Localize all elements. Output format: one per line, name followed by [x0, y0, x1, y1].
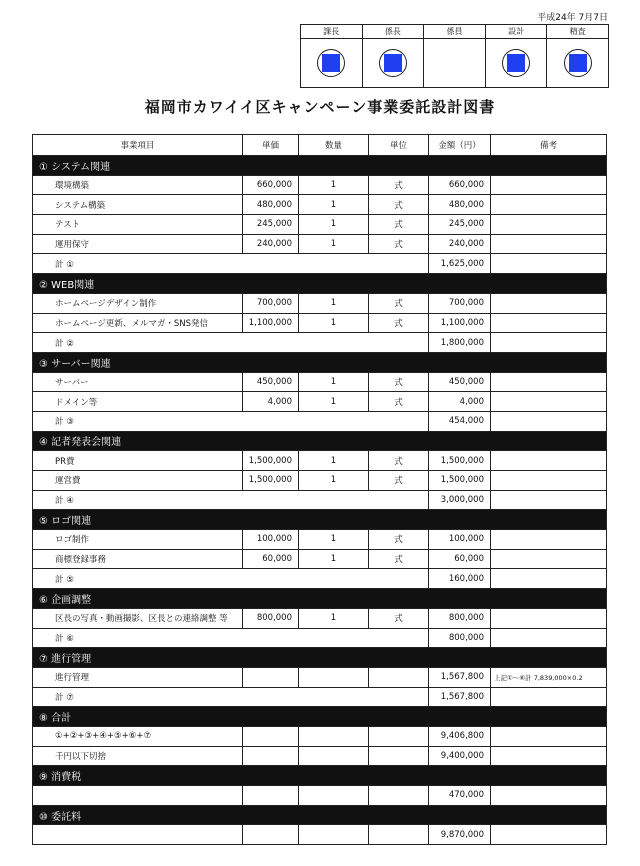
item-unit-price: 450,000 — [243, 372, 299, 392]
item-remarks — [491, 195, 607, 215]
subtotal-row — [33, 333, 607, 353]
approval-stamp-box — [547, 39, 608, 87]
item-amount: 450,000 — [429, 372, 491, 392]
item-name: ホームページ更新、メルマガ・SNS発信 — [33, 313, 243, 333]
item-unit: 式 — [369, 175, 429, 195]
section-header-row — [33, 648, 607, 668]
item-unit-price: 1,500,000 — [243, 471, 299, 491]
subtotal-row — [33, 687, 607, 707]
subtotal-row — [33, 569, 607, 589]
item-amount: 800,000 — [429, 608, 491, 628]
section-header-row — [33, 805, 607, 825]
item-quantity: 1 — [299, 195, 369, 215]
item-name: ホームページデザイン制作 — [33, 293, 243, 313]
item-remarks — [491, 549, 607, 569]
item-remarks — [491, 451, 607, 471]
item-amount: 1,100,000 — [429, 313, 491, 333]
item-remarks — [491, 608, 607, 628]
section-heading: ⑩ 委託料 — [33, 805, 607, 825]
approval-seal-icon — [502, 49, 530, 77]
section-heading: ① システム関連 — [33, 156, 607, 176]
subtotal-label: 計 ④ — [33, 490, 429, 510]
document-date: 平成24年 7月7日 — [537, 13, 608, 23]
item-unit — [369, 726, 429, 746]
item-remarks — [491, 215, 607, 235]
table-row — [33, 549, 607, 569]
subtotal-amount: 1,625,000 — [429, 254, 491, 274]
item-quantity: 1 — [299, 175, 369, 195]
item-unit-price — [243, 786, 299, 806]
subtotal-amount: 800,000 — [429, 628, 491, 648]
approval-seal-icon — [317, 49, 345, 77]
item-unit: 式 — [369, 372, 429, 392]
approval-seal-icon — [379, 49, 407, 77]
item-amount: 4,000 — [429, 392, 491, 412]
item-name: ①+②+③+④+⑤+⑥+⑦ — [33, 726, 243, 746]
item-quantity — [299, 726, 369, 746]
item-unit: 式 — [369, 530, 429, 550]
table-row — [33, 530, 607, 550]
item-quantity — [299, 786, 369, 806]
item-unit-price: 800,000 — [243, 608, 299, 628]
section-heading: ③ サーバー関連 — [33, 352, 607, 372]
item-amount: 480,000 — [429, 195, 491, 215]
subtotal-amount: 160,000 — [429, 569, 491, 589]
table-row — [33, 293, 607, 313]
subtotal-amount: 1,567,800 — [429, 687, 491, 707]
item-name — [33, 786, 243, 806]
item-name: 千円以下切捨 — [33, 746, 243, 766]
table-row — [33, 608, 607, 628]
section-heading: ⑨ 消費税 — [33, 766, 607, 786]
item-quantity — [299, 825, 369, 845]
subtotal-remarks — [491, 569, 607, 589]
item-unit-price — [243, 746, 299, 766]
item-unit-price: 4,000 — [243, 392, 299, 412]
item-unit-price: 240,000 — [243, 234, 299, 254]
subtotal-remarks — [491, 254, 607, 274]
item-quantity: 1 — [299, 392, 369, 412]
item-amount: 9,870,000 — [429, 825, 491, 845]
item-unit-price: 660,000 — [243, 175, 299, 195]
item-amount: 660,000 — [429, 175, 491, 195]
subtotal-remarks — [491, 333, 607, 353]
section-heading: ④ 記者発表会関連 — [33, 431, 607, 451]
subtotal-label: 計 ② — [33, 333, 429, 353]
subtotal-remarks — [491, 687, 607, 707]
approval-cell — [546, 25, 608, 87]
section-header-row — [33, 274, 607, 294]
subtotal-row — [33, 628, 607, 648]
subtotal-row — [33, 254, 607, 274]
approval-stamp-grid — [300, 24, 609, 88]
approval-label: 精査 — [547, 25, 608, 39]
table-row — [33, 825, 607, 845]
section-header-row — [33, 707, 607, 727]
design-cost-table — [32, 134, 607, 845]
section-header-row — [33, 589, 607, 609]
item-remarks — [491, 293, 607, 313]
header-item: 事業項目 — [33, 135, 243, 156]
item-name — [33, 825, 243, 845]
item-unit: 式 — [369, 195, 429, 215]
item-quantity — [299, 667, 369, 687]
approval-cell — [423, 25, 485, 87]
approval-label: 係員 — [424, 25, 485, 39]
document-title: 福岡市カワイイ区キャンペーン事業委託設計図書 — [144, 98, 496, 116]
item-quantity — [299, 746, 369, 766]
table-row — [33, 667, 607, 687]
item-quantity: 1 — [299, 549, 369, 569]
item-unit: 式 — [369, 392, 429, 412]
subtotal-amount: 1,800,000 — [429, 333, 491, 353]
item-name: システム構築 — [33, 195, 243, 215]
item-remarks — [491, 175, 607, 195]
table-row — [33, 175, 607, 195]
item-remarks — [491, 313, 607, 333]
approval-cell — [301, 25, 362, 87]
item-unit: 式 — [369, 608, 429, 628]
approval-cell — [485, 25, 547, 87]
header-quantity: 数量 — [299, 135, 369, 156]
item-unit-price — [243, 667, 299, 687]
item-quantity: 1 — [299, 471, 369, 491]
item-unit-price: 60,000 — [243, 549, 299, 569]
item-unit — [369, 667, 429, 687]
item-name: 進行管理 — [33, 667, 243, 687]
subtotal-remarks — [491, 490, 607, 510]
header-unit-price: 単価 — [243, 135, 299, 156]
approval-stamp-box — [301, 39, 362, 87]
item-amount: 60,000 — [429, 549, 491, 569]
item-remarks — [491, 392, 607, 412]
item-remarks — [491, 471, 607, 491]
section-header-row — [33, 510, 607, 530]
item-unit-price: 1,500,000 — [243, 451, 299, 471]
item-amount: 1,567,800 — [429, 667, 491, 687]
item-quantity: 1 — [299, 313, 369, 333]
approval-seal-icon — [564, 49, 592, 77]
item-unit: 式 — [369, 451, 429, 471]
item-unit-price: 1,100,000 — [243, 313, 299, 333]
item-amount: 1,500,000 — [429, 471, 491, 491]
table-row — [33, 786, 607, 806]
table-row — [33, 215, 607, 235]
item-amount: 470,000 — [429, 786, 491, 806]
item-unit — [369, 746, 429, 766]
subtotal-label: 計 ⑥ — [33, 628, 429, 648]
item-unit-price — [243, 726, 299, 746]
item-unit-price: 480,000 — [243, 195, 299, 215]
item-name: PR費 — [33, 451, 243, 471]
item-unit: 式 — [369, 293, 429, 313]
table-header-row — [33, 135, 607, 156]
item-unit-price: 245,000 — [243, 215, 299, 235]
item-quantity: 1 — [299, 451, 369, 471]
table-row — [33, 726, 607, 746]
section-header-row — [33, 431, 607, 451]
item-amount: 9,400,000 — [429, 746, 491, 766]
item-amount: 9,406,800 — [429, 726, 491, 746]
item-unit — [369, 825, 429, 845]
item-unit-price — [243, 825, 299, 845]
item-remarks — [491, 726, 607, 746]
item-remarks — [491, 786, 607, 806]
item-quantity: 1 — [299, 372, 369, 392]
subtotal-row — [33, 411, 607, 431]
approval-label: 係長 — [363, 25, 424, 39]
item-quantity: 1 — [299, 215, 369, 235]
section-heading: ② WEB関連 — [33, 274, 607, 294]
header-remarks: 備考 — [491, 135, 607, 156]
subtotal-amount: 3,000,000 — [429, 490, 491, 510]
section-heading: ⑤ ロゴ関連 — [33, 510, 607, 530]
section-heading: ⑧ 合計 — [33, 707, 607, 727]
item-name: 運営費 — [33, 471, 243, 491]
table-row — [33, 471, 607, 491]
table-row — [33, 313, 607, 333]
item-unit: 式 — [369, 313, 429, 333]
section-heading: ⑥ 企画調整 — [33, 589, 607, 609]
item-unit: 式 — [369, 471, 429, 491]
table-row — [33, 372, 607, 392]
section-header-row — [33, 766, 607, 786]
subtotal-remarks — [491, 411, 607, 431]
item-unit: 式 — [369, 215, 429, 235]
item-amount: 245,000 — [429, 215, 491, 235]
table-row — [33, 195, 607, 215]
item-unit-price: 700,000 — [243, 293, 299, 313]
section-header-row — [33, 156, 607, 176]
item-amount: 240,000 — [429, 234, 491, 254]
item-amount: 100,000 — [429, 530, 491, 550]
approval-stamp-box — [363, 39, 424, 87]
item-amount: 1,500,000 — [429, 451, 491, 471]
item-name: ドメイン等 — [33, 392, 243, 412]
item-remarks — [491, 746, 607, 766]
item-remarks — [491, 530, 607, 550]
item-remarks: 上記①～⑥計 7,839,000×0.2 — [491, 667, 607, 687]
approval-stamp-box — [486, 39, 547, 87]
item-name: サーバー — [33, 372, 243, 392]
item-name: 運用保守 — [33, 234, 243, 254]
subtotal-label: 計 ① — [33, 254, 429, 274]
approval-stamp-box — [424, 39, 485, 87]
item-unit — [369, 786, 429, 806]
item-remarks — [491, 825, 607, 845]
subtotal-row — [33, 490, 607, 510]
approval-label: 課長 — [301, 25, 362, 39]
item-name: 区長の写真・動画撮影、区長との連絡調整 等 — [33, 608, 243, 628]
subtotal-label: 計 ⑦ — [33, 687, 429, 707]
item-unit-price: 100,000 — [243, 530, 299, 550]
table-row — [33, 451, 607, 471]
item-name: 商標登録事務 — [33, 549, 243, 569]
item-quantity: 1 — [299, 234, 369, 254]
section-header-row — [33, 352, 607, 372]
subtotal-amount: 454,000 — [429, 411, 491, 431]
table-row — [33, 746, 607, 766]
header-amount: 金額（円） — [429, 135, 491, 156]
item-remarks — [491, 234, 607, 254]
item-name: 環境構築 — [33, 175, 243, 195]
subtotal-remarks — [491, 628, 607, 648]
item-unit: 式 — [369, 549, 429, 569]
approval-cell — [362, 25, 424, 87]
item-name: ロゴ制作 — [33, 530, 243, 550]
item-quantity: 1 — [299, 293, 369, 313]
approval-label: 設計 — [486, 25, 547, 39]
item-quantity: 1 — [299, 530, 369, 550]
section-heading: ⑦ 進行管理 — [33, 648, 607, 668]
item-remarks — [491, 372, 607, 392]
subtotal-label: 計 ③ — [33, 411, 429, 431]
table-row — [33, 234, 607, 254]
item-unit: 式 — [369, 234, 429, 254]
item-quantity: 1 — [299, 608, 369, 628]
subtotal-label: 計 ⑤ — [33, 569, 429, 589]
item-amount: 700,000 — [429, 293, 491, 313]
item-name: テスト — [33, 215, 243, 235]
table-row — [33, 392, 607, 412]
header-unit: 単位 — [369, 135, 429, 156]
